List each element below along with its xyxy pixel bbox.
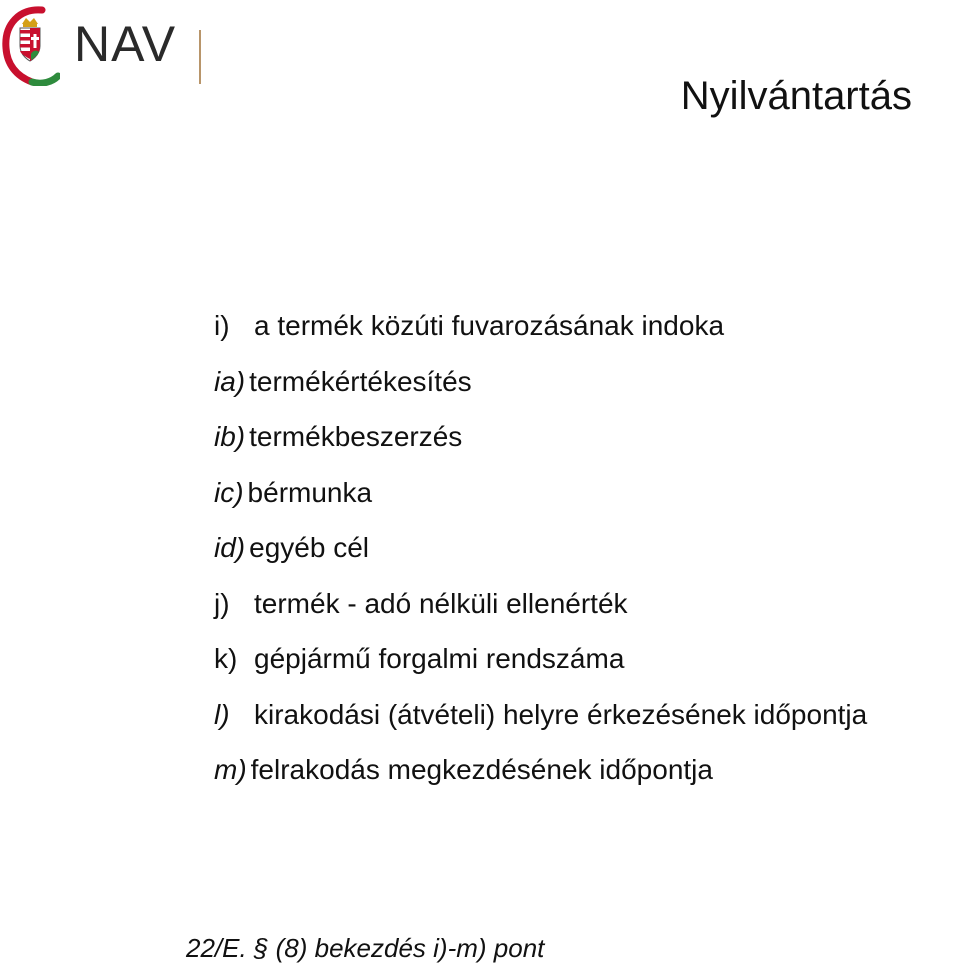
list-item bbox=[214, 576, 960, 632]
item-text: kirakodási (átvételi) helyre érkezésének időpontja bbox=[254, 698, 868, 730]
list-item bbox=[214, 465, 960, 521]
hungarian-coat-of-arms-icon bbox=[2, 6, 60, 86]
list-item bbox=[214, 409, 960, 465]
item-text: felrakodás megkezdésének időpontja bbox=[250, 754, 713, 785]
item-marker: ic) bbox=[214, 476, 244, 508]
item-marker: k) bbox=[214, 643, 238, 674]
item-text: termékbeszerzés bbox=[249, 421, 463, 452]
logo-divider bbox=[199, 30, 201, 84]
page-title: Nyilvántartás bbox=[680, 74, 912, 118]
record-items-list bbox=[214, 298, 960, 798]
item-text: egyéb cél bbox=[249, 532, 369, 563]
nav-logo bbox=[0, 0, 210, 95]
item-marker: ia) bbox=[214, 365, 246, 397]
list-item bbox=[214, 687, 960, 743]
list-item bbox=[214, 631, 960, 687]
item-marker: id) bbox=[214, 532, 246, 563]
item-marker: i) bbox=[214, 310, 230, 341]
item-text: gépjármű forgalmi rendszáma bbox=[254, 643, 625, 674]
item-text: a termék közúti fuvarozásának indoka bbox=[254, 310, 725, 341]
list-item bbox=[214, 520, 960, 576]
list-item bbox=[214, 298, 960, 354]
logo-text: NAV bbox=[74, 16, 177, 72]
item-marker: m) bbox=[214, 754, 247, 785]
list-item bbox=[214, 354, 960, 410]
item-text: termékértékesítés bbox=[249, 365, 472, 397]
item-marker: j) bbox=[214, 587, 230, 619]
list-item bbox=[214, 742, 960, 798]
item-text: termék - adó nélküli ellenérték bbox=[254, 587, 628, 619]
item-marker: ib) bbox=[214, 421, 246, 452]
legal-reference: 22/E. § (8) bekezdés i)-m) pont bbox=[186, 933, 545, 963]
item-text: bérmunka bbox=[247, 476, 373, 508]
item-marker: l) bbox=[214, 698, 230, 730]
